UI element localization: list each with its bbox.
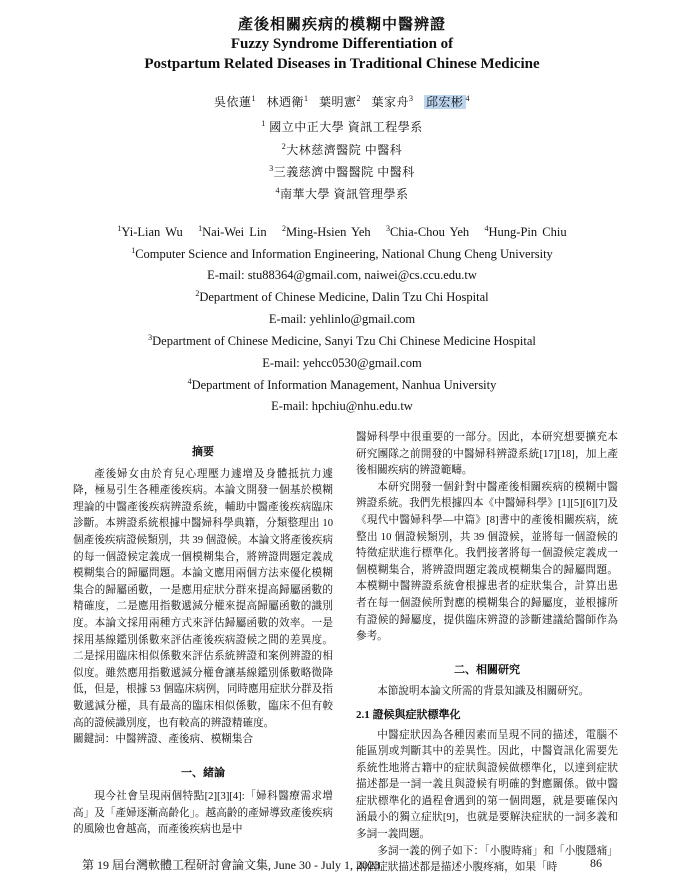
author-en: $^1$Nai-Wei Lin [198, 223, 267, 239]
intro-continuation: 醫婦科學中很重要的一部分。因此，本研究想要擴充本研究團隊之前開發的中醫婦科辨證系統[17][18]，加上產後相關疾病的辨證範疇。 [356, 432, 618, 477]
author-zh: 吳依蓮$^1$ [213, 94, 256, 109]
affiliation-zh: $^3$三義慈濟中醫醫院 中醫科 [269, 164, 415, 179]
authors-en [0, 225, 684, 240]
subsection-paragraph-2: 多詞一義的例子如下：「小腹時痛」和「小腹隱痛」兩個症狀描述都是描述小腹疼痛，如果「時 [356, 845, 618, 874]
affiliation-zh: $^4$南華大學 資訊管理學系 [275, 186, 409, 201]
paper-title-zh: 產後相關疾病的模糊中醫辨證 [237, 17, 446, 33]
affiliation-email: E-mail: yehcc0530@gmail.com [262, 356, 422, 370]
left-column [73, 430, 333, 839]
author-en: $^2$Ming-Hsien Yeh [282, 223, 371, 239]
author-zh-highlighted: 邱宏彬 $^4$ [426, 94, 471, 109]
author-zh: 葉明憲$^2$ [318, 94, 361, 109]
authors-zh [0, 93, 684, 110]
footer-proceedings: 第 19 屆台灣軟體工程研討會論文集, June 30 - July 1, 2023 [82, 858, 380, 872]
author-zh: 林迺衛$^1$ [266, 94, 309, 109]
subsection-paragraph-1: 中醫症狀因為各種因素而呈現不同的描述，電腦不能區別或判斷其中的差異性。因此，中醫資訊化需要先系統性地將古籍中的症狀與證候做標準化，以達到症狀描述都是一詞一義且與證候有明確的對應關係。做中醫症狀標準化的過程會遇到的第一個問題，就是要確保內涵最小的獨立症狀[9]，也就是要解決症狀的一詞多義和多詞一義問題。 [356, 729, 618, 841]
right-column [356, 430, 618, 877]
affiliation-en: $^4$Department of Information Management, Nanhua University [187, 376, 497, 392]
author-zh: 葉家舟$^3$ [371, 94, 414, 109]
keywords: 關鍵詞：中醫辨證、產後病、模糊集合 [73, 734, 254, 746]
author-en: $^3$Chia-Chou Yeh [386, 223, 470, 239]
affiliation-email: E-mail: hpchiu@nhu.edu.tw [271, 399, 413, 413]
related-work-intro: 本節說明本論文所需的背景知識及相關研究。 [377, 686, 590, 698]
page-number: 86 [590, 856, 602, 870]
abstract-paragraph: 產後婦女由於育兒心理壓力遽增及身體抵抗力遽降，極易引生各種產後疾病。本論文開發一個基於模糊理論的中醫產後疾病辨證系統，輔助中醫產後疾病臨床診斷。本辨證系統根據中醫婦科學典籍，分類整理出 10 個產後疾病證候類別，共 39 個證候。本論文將產後疾病的每一個證候定義成一個模糊集合，將辨證問題定義成模糊集合的歸屬問題。本論文應用兩個方法來優化模糊集合的歸屬函數，一是應用症狀分群來提高歸屬函數的精確度，二是應用指數遞減分權來提高歸屬函數的識別度。本論文採用兩種方式來評估歸屬函數的效率。一是採用基線鑑別係數來評估產後疾病證候之間的差異度。二是採用臨床相似係數來評估系統辨證和案例辨證的相似度。雖然應用指數遞減分權會讓基線鑑別係數略微降低，但是，根據 53 個臨床病例，同時應用症狀分群及指數遞減分權，具有最高的臨床相似係數，臨床不但有較高的證候識別度，也有較高的辨證精確度。 [73, 468, 333, 729]
affiliation-en: $^3$Department of Chinese Medicine, Sanyi Tzu Chi Chinese Medicine Hospital [148, 332, 536, 348]
author-en: $^1$Yi-Lian Wu [117, 223, 183, 239]
paper-title-en-line1: Fuzzy Syndrome Differentiation of [230, 36, 454, 52]
intro-paragraph-2: 本研究開發一個針對中醫產後相關疾病的模糊中醫辨證系統。我們先根據四本《中醫婦科學》[1][5][6][7]及《現代中醫婦科學—中篇》[8]書中的產後相關疾病，統整出 10 個證候類別，共 39 個證候，並將每一個證候的特徵症狀進行標準化。我們接著將每一個證候定義成一個模糊集合，將辨證問題定義成模糊集合的歸屬問題。本模糊中醫辨證系統會根據患者的症狀集合，計算出患者在每一個證候所對應的模糊集合的歸屬度，並根據所有證候的歸屬度，提供臨床辨證的診斷建議給醫師作為參考。 [356, 481, 618, 643]
abstract-heading: 摘要 [192, 446, 214, 458]
intro-heading: 一、緒論 [181, 766, 225, 779]
subsection-title: 2.1 證候與症狀標準化 [356, 708, 461, 721]
affiliation-email: E-mail: yehlinlo@gmail.com [268, 312, 416, 326]
affiliation-email: E-mail: stu88364@gmail.com, naiwei@cs.ccu.edu.tw [207, 268, 477, 282]
author-en: $^4$Hung-Pin Chiu [484, 223, 567, 239]
affiliation-en: $^1$Computer Science and Information Engineering, National Chung Cheng University [131, 245, 553, 261]
affiliation-zh: $^1$ 國立中正大學 資訊工程學系 [261, 119, 423, 134]
paper-title-en-line2: Postpartum Related Diseases in Traditional Chinese Medicine [144, 56, 540, 72]
affiliation-en: $^2$Department of Chinese Medicine, Dalin Tzu Chi Hospital [195, 288, 489, 304]
affiliation-zh: $^2$大林慈濟醫院 中醫科 [281, 142, 403, 157]
related-work-heading: 二、相關研究 [454, 663, 520, 676]
page-footer [82, 856, 602, 873]
intro-paragraph: 現今社會呈現兩個特點[2][3][4]:「婦科醫療需求增高」及「產婦逐漸高齡化」。越高齡的產婦導致產後疾病的風險也會越高，而產後疾病也是中 [73, 791, 333, 836]
